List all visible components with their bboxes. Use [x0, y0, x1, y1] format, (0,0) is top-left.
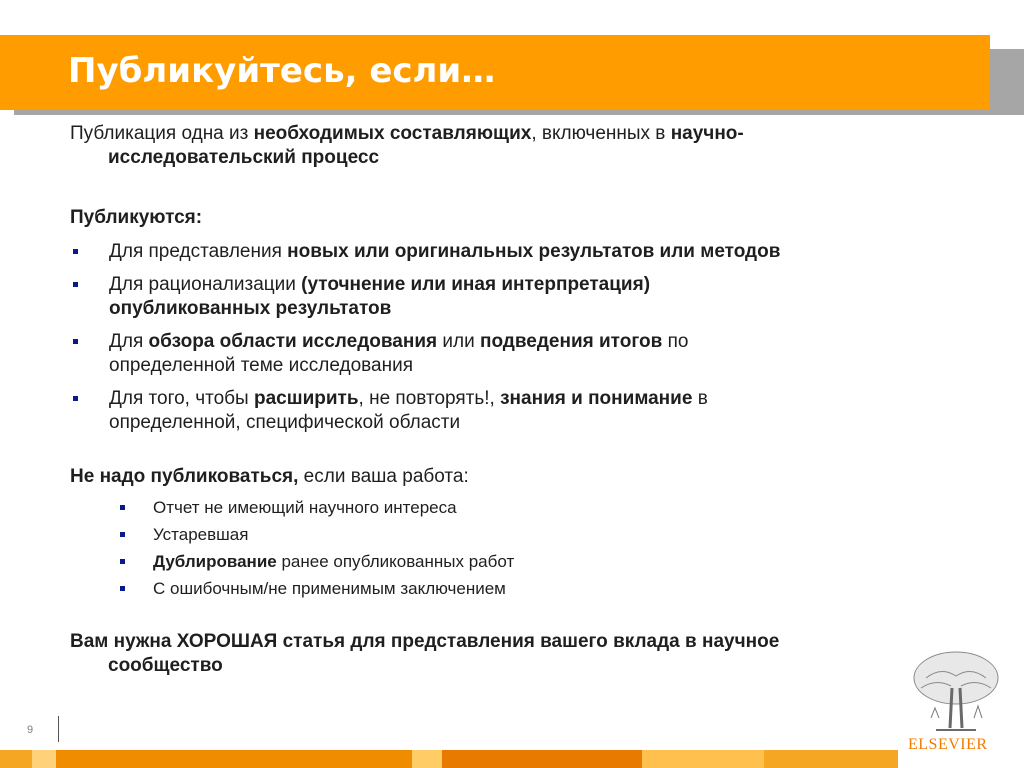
list-item — [70, 578, 920, 600]
footer-segment — [32, 750, 56, 768]
item-text: определенной теме исследования — [109, 355, 413, 376]
item-bold: опубликованных результатов — [109, 298, 392, 319]
item-text: С ошибочным/не применимым заключением — [153, 579, 506, 598]
footer-segment — [442, 750, 642, 768]
conclusion-line-1: Вам нужна ХОРОШАЯ статья для представления вашего вклада в научное — [70, 631, 780, 652]
elsevier-tree-logo-icon — [906, 648, 1006, 748]
item-text: или — [437, 331, 480, 352]
square-bullet-icon — [120, 586, 125, 591]
list-item — [70, 387, 920, 435]
square-bullet-icon — [73, 339, 78, 344]
footer-segment — [764, 750, 898, 768]
item-text: Для того, чтобы — [109, 388, 254, 409]
footer-color-strip — [0, 750, 898, 768]
not-published-heading-bold: Не надо публиковаться, — [70, 466, 299, 487]
item-bold: подведения итогов — [479, 331, 663, 352]
slide-title: Публикуйтесь, если… — [68, 51, 496, 91]
intro-paragraph — [70, 122, 920, 170]
list-item — [70, 330, 920, 378]
item-text: по — [662, 331, 689, 352]
square-bullet-icon — [120, 532, 125, 537]
square-bullet-icon — [120, 559, 125, 564]
intro-text-2: , включенных в — [531, 123, 671, 144]
square-bullet-icon — [73, 396, 78, 401]
footer-segment — [56, 750, 412, 768]
intro-bold-1: необходимых составляющих — [253, 123, 532, 144]
item-text: Для представления — [109, 241, 288, 262]
published-list — [70, 240, 920, 435]
intro-bold-3: исследовательский процесс — [108, 147, 380, 168]
page-number-divider — [58, 716, 59, 742]
item-text: определенной, специфической области — [109, 412, 461, 433]
published-heading-text: Публикуются: — [70, 207, 203, 228]
item-bold: знания и понимание — [500, 388, 693, 409]
footer-segment — [412, 750, 442, 768]
page-number: 9 — [27, 724, 34, 736]
item-text: Для рационализации — [109, 274, 302, 295]
elsevier-logo-text: ELSEVIER — [908, 736, 988, 753]
list-item — [70, 551, 920, 573]
conclusion-paragraph — [70, 630, 920, 678]
square-bullet-icon — [120, 505, 125, 510]
square-bullet-icon — [73, 249, 78, 254]
footer-segment — [0, 750, 32, 768]
not-published-list — [70, 497, 920, 600]
conclusion-line-2: сообщество — [108, 655, 223, 676]
slide-content — [70, 122, 920, 678]
square-bullet-icon — [73, 282, 78, 287]
not-published-heading — [70, 465, 920, 489]
item-text: Для — [109, 331, 149, 352]
list-item — [70, 497, 920, 519]
list-item — [70, 273, 920, 321]
item-text: ранее опубликованных работ — [276, 552, 515, 571]
item-text: Отчет не имеющий научного интереса — [153, 498, 457, 517]
footer-segment — [642, 750, 764, 768]
intro-bold-2: научно- — [670, 123, 744, 144]
list-item — [70, 240, 920, 264]
item-text: , не повторять!, — [358, 388, 501, 409]
published-heading — [70, 206, 920, 230]
item-bold: новых или оригинальных результатов или методов — [287, 241, 781, 262]
item-bold: расширить — [254, 388, 359, 409]
list-item — [70, 524, 920, 546]
item-bold: Дублирование — [153, 552, 277, 571]
item-text: в — [692, 388, 708, 409]
intro-text-1: Публикация одна из — [70, 123, 254, 144]
item-text: Устаревшая — [153, 525, 249, 544]
item-bold: обзора области исследования — [148, 331, 438, 352]
item-bold: (уточнение или иная интерпретация) — [301, 274, 651, 295]
not-published-heading-rest: если ваша работа: — [298, 466, 469, 487]
